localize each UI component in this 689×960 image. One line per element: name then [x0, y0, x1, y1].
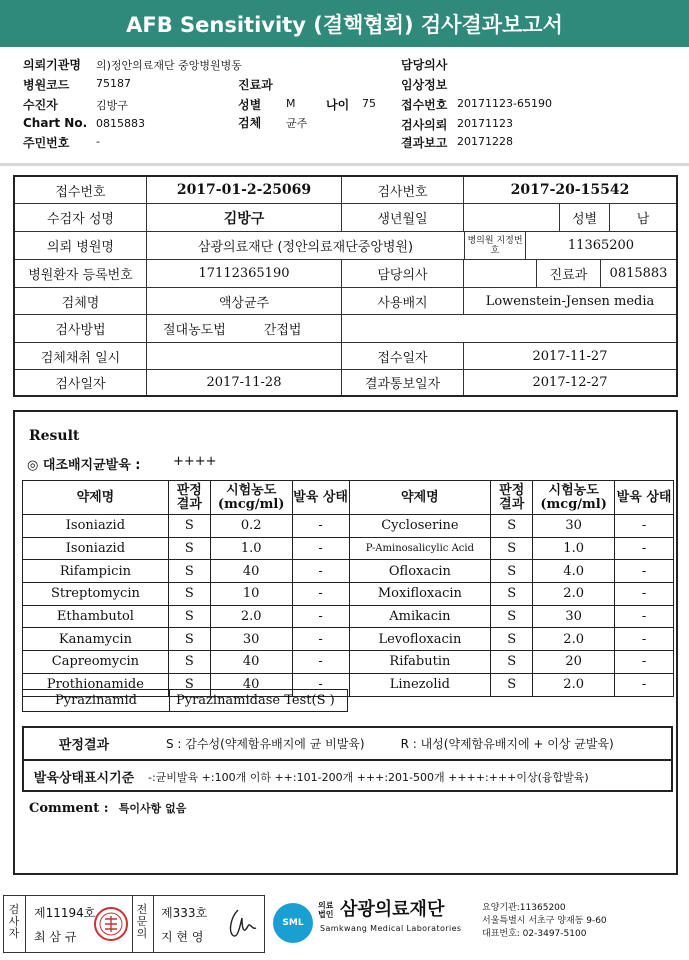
- chart-value: 0815883: [96, 117, 145, 130]
- culture-label: ◎ 대조배지균발육 :: [27, 458, 141, 473]
- pyrazinamid-row: [22, 689, 348, 712]
- drug-name: Cycloserine: [349, 515, 491, 538]
- method-values: [147, 315, 342, 343]
- concentration: 30: [210, 628, 292, 651]
- receipt-value: 20171123-65190: [457, 97, 552, 110]
- table-row: [23, 605, 674, 628]
- growth-state: -: [292, 673, 349, 696]
- name-label: 수검자 성명: [15, 204, 147, 232]
- growth-state: -: [615, 560, 674, 583]
- birth-label: 생년월일: [342, 204, 464, 232]
- concentration: 20: [533, 651, 615, 674]
- growth-state: -: [292, 605, 349, 628]
- growth-state: -: [292, 651, 349, 674]
- drug-name: Prothionamide: [23, 673, 169, 696]
- sex-value: 남: [610, 204, 676, 232]
- age-value: 75: [362, 97, 376, 110]
- concentration: 30: [533, 605, 615, 628]
- table-row: [23, 628, 674, 651]
- signature-icon: [224, 904, 260, 948]
- confirmer-name: 지 현 영: [161, 930, 204, 944]
- age-label: 나이: [326, 98, 350, 112]
- judge-result: S: [168, 515, 210, 538]
- judge-result: S: [491, 605, 533, 628]
- conc-header-2: 시험농도 (mcg/ml): [533, 481, 615, 515]
- resident-label: 주민번호: [23, 136, 70, 150]
- concentration: 40: [210, 651, 292, 674]
- growth-state: -: [292, 583, 349, 606]
- receipt-no-value: 2017-01-2-25069: [147, 177, 342, 204]
- growth-state: -: [292, 560, 349, 583]
- drug-name: Kanamycin: [23, 628, 169, 651]
- concentration: 2.0: [210, 605, 292, 628]
- concentration: 1.0: [533, 537, 615, 560]
- table-row: [23, 537, 674, 560]
- sensitivity-table: [22, 480, 674, 697]
- medium-value: Lowenstein-Jensen media: [464, 288, 676, 315]
- patient-reg-label: 병원환자 등록번호: [15, 260, 147, 288]
- received-label: 접수일자: [342, 343, 464, 370]
- specimen-label: 검체명: [15, 288, 147, 315]
- signature-box: [3, 895, 265, 953]
- doctor-label: 담당의사: [401, 58, 448, 72]
- concentration: 0.2: [210, 515, 292, 538]
- judge-result: S: [168, 537, 210, 560]
- hospital-code-label: 병원코드: [23, 78, 70, 92]
- report-title: AFB Sensitivity (결핵협회) 검사결과보고서: [0, 0, 689, 47]
- drug-name: Ofloxacin: [349, 560, 491, 583]
- doctor-label: 담당의사: [342, 260, 464, 288]
- org-addr-3: 대표번호: 02-3497-5100: [482, 929, 587, 939]
- concentration: 2.0: [533, 628, 615, 651]
- designated-value: 11365200: [526, 232, 676, 260]
- patient-label: 수진자: [23, 98, 58, 112]
- sig-divider-2: [132, 896, 133, 952]
- growth-criteria-label: 발육상태표시기준: [33, 771, 135, 786]
- judge-result: S: [491, 673, 533, 696]
- name-value: 김방구: [147, 204, 342, 232]
- sex-value: M: [286, 97, 296, 110]
- test-no-value: 2017-20-15542: [464, 177, 676, 204]
- judge-result: S: [168, 583, 210, 606]
- dept-label: 진료과: [537, 260, 601, 288]
- comment-value: 특이사항 없음: [118, 802, 187, 815]
- test-no-label: 검사번호: [342, 177, 464, 204]
- growth-criteria-row: [24, 761, 671, 792]
- specimen-value: 균주: [286, 117, 308, 130]
- doctor-value: [464, 260, 537, 288]
- result-title: Result: [29, 428, 80, 444]
- criteria-box: [22, 726, 673, 792]
- drug-name: Amikacin: [349, 605, 491, 628]
- request-label: 검사의뢰: [401, 118, 448, 132]
- judge-result: S: [491, 628, 533, 651]
- judge-criteria-label: 판정결과: [58, 738, 110, 753]
- concentration: 10: [210, 583, 292, 606]
- institution-value: 의)정안의료재단 중앙병원병동: [96, 59, 242, 72]
- sml-logo-icon: [273, 903, 313, 943]
- judge-criteria-r: R : 내성(약제함유배지에 + 이상 균발육): [400, 737, 614, 751]
- report-label: 결과보고: [401, 136, 448, 150]
- org-en: Samkwang Medical Laboratories: [320, 924, 462, 933]
- judge-criteria-row: [24, 728, 671, 759]
- collect-label: 검체채취 일시: [15, 343, 147, 370]
- medium-label: 사용배지: [342, 288, 464, 315]
- org-prefix: 의료법인: [318, 901, 334, 919]
- table-row: [23, 515, 674, 538]
- growth-state: -: [615, 628, 674, 651]
- org-name: 삼광의료재단: [340, 899, 445, 920]
- method-empty-2: [464, 315, 676, 343]
- drug-name: Isoniazid: [23, 537, 169, 560]
- table-row: [23, 651, 674, 674]
- concentration: 2.0: [533, 583, 615, 606]
- judge-criteria-s: S : 감수성(약제함유배지에 균 비발육): [166, 737, 365, 751]
- specimen-value: 액상균주: [147, 288, 342, 315]
- concentration: 30: [533, 515, 615, 538]
- growth-state: -: [615, 651, 674, 674]
- drug-header: 약제명: [23, 481, 169, 515]
- inspector-seal-icon: [94, 907, 128, 941]
- hospital-label: 의뢰 병원명: [15, 232, 147, 260]
- drug-name: Streptomycin: [23, 583, 169, 606]
- report-header: [0, 47, 689, 165]
- culture-value: ++++: [173, 454, 217, 469]
- growth-state: -: [615, 583, 674, 606]
- judge-result: S: [491, 583, 533, 606]
- report-value: 20171228: [457, 135, 513, 148]
- received-value: 2017-11-27: [464, 343, 676, 370]
- birth-value: [464, 204, 560, 232]
- designated-label: 병의원 지정번호: [465, 232, 526, 260]
- drug-name: Ethambutol: [23, 605, 169, 628]
- drug-name: P-Aminosalicylic Acid: [349, 537, 491, 560]
- drug-header-2: 약제명: [349, 481, 491, 515]
- inspector-name: 최 삼 규: [34, 930, 77, 944]
- resident-value: -: [96, 135, 100, 148]
- concentration: 4.0: [533, 560, 615, 583]
- request-value: 20171123: [457, 117, 513, 130]
- method-empty: [342, 315, 464, 343]
- table-header: [23, 481, 674, 515]
- method-2: 간접법: [263, 323, 302, 338]
- judge-header-2: 판정 결과: [491, 481, 533, 515]
- test-date-label: 검사일자: [15, 370, 147, 395]
- judge-result: S: [491, 560, 533, 583]
- growth-state: -: [615, 537, 674, 560]
- confirmer-no: 제333호: [161, 906, 208, 920]
- conc-header: 시험농도 (mcg/ml): [210, 481, 292, 515]
- drug-name: Isoniazid: [23, 515, 169, 538]
- concentration: 1.0: [210, 537, 292, 560]
- pyrazinamid-value: Pyrazinamidase Test(S ): [176, 693, 335, 708]
- pyrazinamid-label: Pyrazinamid: [23, 690, 170, 711]
- receipt-label: 접수번호: [401, 98, 448, 112]
- growth-state: -: [615, 605, 674, 628]
- method-1: 절대농도법: [163, 323, 226, 338]
- drug-name: Levofloxacin: [349, 628, 491, 651]
- drug-name: Rifabutin: [349, 651, 491, 674]
- patient-info-grid: [13, 175, 678, 397]
- sig-divider-3: [153, 896, 154, 952]
- growth-criteria-value: -:균비발육 +:100개 이하 ++:101-200개 +++:201-500개 ++++:+++이상(융합발육): [148, 770, 589, 784]
- clinical-label: 임상정보: [401, 78, 448, 92]
- patient-reg-value: 17112365190: [147, 260, 342, 288]
- judge-result: S: [168, 673, 210, 696]
- concentration: 40: [210, 560, 292, 583]
- chart-label: Chart No.: [23, 116, 88, 130]
- header-divider: [0, 163, 689, 166]
- org-addr-1: 요양기관:11365200: [482, 903, 566, 913]
- growth-state: -: [292, 515, 349, 538]
- drug-name: Linezolid: [349, 673, 491, 696]
- judge-result: S: [491, 651, 533, 674]
- confirmer-label: 전문의: [136, 903, 148, 940]
- growth-state: -: [292, 537, 349, 560]
- comment-label: Comment :: [29, 801, 109, 816]
- report-footer: [0, 883, 689, 960]
- judge-result: S: [168, 651, 210, 674]
- dept-label: 진료과: [238, 78, 273, 92]
- judge-result: S: [168, 605, 210, 628]
- inspector-no: 제11194호: [34, 906, 96, 920]
- concentration: 40: [210, 673, 292, 696]
- notify-value: 2017-12-27: [532, 375, 608, 390]
- judge-result: S: [491, 537, 533, 560]
- table-row: [23, 560, 674, 583]
- comment: [29, 800, 186, 816]
- method-label: 검사방법: [15, 315, 147, 343]
- institution-label: 의뢰기관명: [23, 58, 81, 72]
- sex-label: 성별: [560, 204, 610, 232]
- growth-state: -: [615, 673, 674, 696]
- growth-state: -: [615, 515, 674, 538]
- org-addr-2: 서울특별시 서초구 양재동 9-60: [482, 916, 607, 926]
- logo-text: SML: [282, 918, 304, 928]
- collect-value: [147, 343, 342, 370]
- hospital-code-value: 75187: [96, 77, 131, 90]
- specimen-label: 검체: [238, 116, 262, 130]
- result-panel: [13, 410, 678, 875]
- drug-name: Moxifloxacin: [349, 583, 491, 606]
- sex-label: 성별: [238, 98, 262, 112]
- drug-name: Rifampicin: [23, 560, 169, 583]
- patient-value: 김방구: [96, 99, 128, 112]
- judge-result: S: [168, 560, 210, 583]
- dept-value: 0815883: [601, 260, 676, 288]
- concentration: 2.0: [533, 673, 615, 696]
- growth-header: 발육 상태: [292, 481, 349, 515]
- growth-state: -: [292, 628, 349, 651]
- test-date-value: 2017-11-28: [147, 370, 342, 395]
- receipt-no-label: 접수번호: [15, 177, 147, 204]
- hospital-value: 삼광의료재단 (정안의료재단중앙병원): [147, 232, 465, 260]
- judge-result: S: [168, 628, 210, 651]
- table-row: [23, 583, 674, 606]
- growth-header-2: 발육 상태: [615, 481, 674, 515]
- drug-name: Capreomycin: [23, 651, 169, 674]
- inspector-label: 검사자: [8, 903, 20, 940]
- judge-header: 판정 결과: [168, 481, 210, 515]
- judge-result: S: [491, 515, 533, 538]
- notify-label: 결과통보일자: [342, 370, 464, 395]
- sig-divider-1: [25, 896, 26, 952]
